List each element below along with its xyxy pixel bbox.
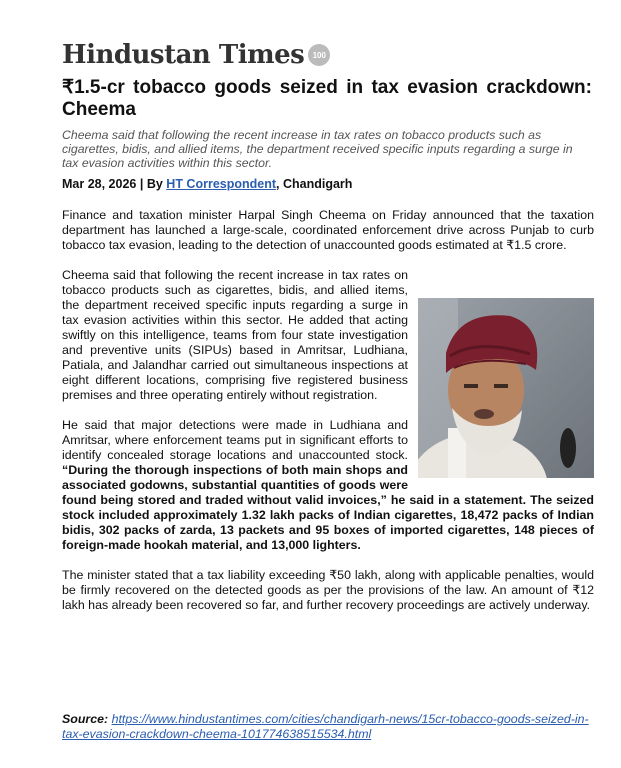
byline xyxy=(62,177,592,192)
byline-prefix: By xyxy=(146,177,163,191)
source-label: Source: xyxy=(62,712,109,726)
source-link[interactable]: https://www.hindustantimes.com/cities/chandigarh-news/15cr-tobacco-goods-seized-in-tax-evasion-crackdown-cheema-101774638515534.html xyxy=(62,712,589,741)
paragraph-1: Finance and taxation minister Harpal Singh Cheema on Friday announced that the taxation department has launched a large-scale, coordinated enforcement drive across Punjab to curb tobacco tax evasion, leading to the detection of unaccounted goods estimated at ₹1.5 crore. xyxy=(62,208,594,252)
headline: ₹1.5-cr tobacco goods seized in tax evasion crackdown: Cheema xyxy=(62,77,592,120)
byline-separator: | xyxy=(139,177,147,191)
masthead xyxy=(62,40,330,70)
byline-location: Chandigarh xyxy=(282,177,353,191)
portrait-image xyxy=(418,298,594,478)
anniversary-badge: 100 xyxy=(308,44,330,66)
paragraph-3-quote: “During the thorough inspections of both main shops and associated godowns, substantial quantities of goods were found being stored and traded without valid invoices,” he said in a statement. The seized stock included approximately 1.32 lakh packs of Indian cigarettes, 18,472 packs of Indian bidis, 302 packs of zarda, 13 packets and 95 boxes of imported cigarettes, 148 pieces of foreign-made hookah material, and 13,000 lighters. xyxy=(62,463,594,552)
source-citation xyxy=(62,712,594,742)
paragraph-2: Cheema said that following the recent increase in tax rates on tobacco products such as cigarettes, bidis, and allied items, the department received specific inputs regarding a surge in tax evasion activities within this sector. He added that acting swiftly on this intelligence, teams from four state investigation and preventive units (SIPUs) based in Amritsar, Ludhiana, Patiala, and Jalandhar carried out simultaneous inspections at eight different locations, comprising five registered business premises and three operating entirely without registration. xyxy=(62,268,408,402)
byline-comma: , xyxy=(276,177,283,191)
paragraph-3-intro: He said that major detections were made in Ludhiana and Amritsar, where enforcement teams put in significant efforts to identify concealed storage locations and unaccounted stock. xyxy=(62,418,408,462)
publish-date: Mar 28, 2026 xyxy=(62,177,137,191)
paragraph-4: The minister stated that a tax liability exceeding ₹50 lakh, along with applicable penalties, would be firmly recovered on the detected goods as per the provisions of the law. An amount of ₹12 lakh has already been recovered so far, and further recovery proceedings are actively underway. xyxy=(62,568,594,612)
subheadline: Cheema said that following the recent increase in tax rates on tobacco products such as cigarettes, bidis, and allied items, the department received specific inputs regarding a surge in tax evasion activities within this sector. xyxy=(62,128,573,170)
minister-photo xyxy=(418,298,594,478)
masthead-logo: Hindustan Times xyxy=(62,40,305,70)
article-body xyxy=(62,208,594,628)
author-link[interactable]: HT Correspondent xyxy=(166,177,277,191)
